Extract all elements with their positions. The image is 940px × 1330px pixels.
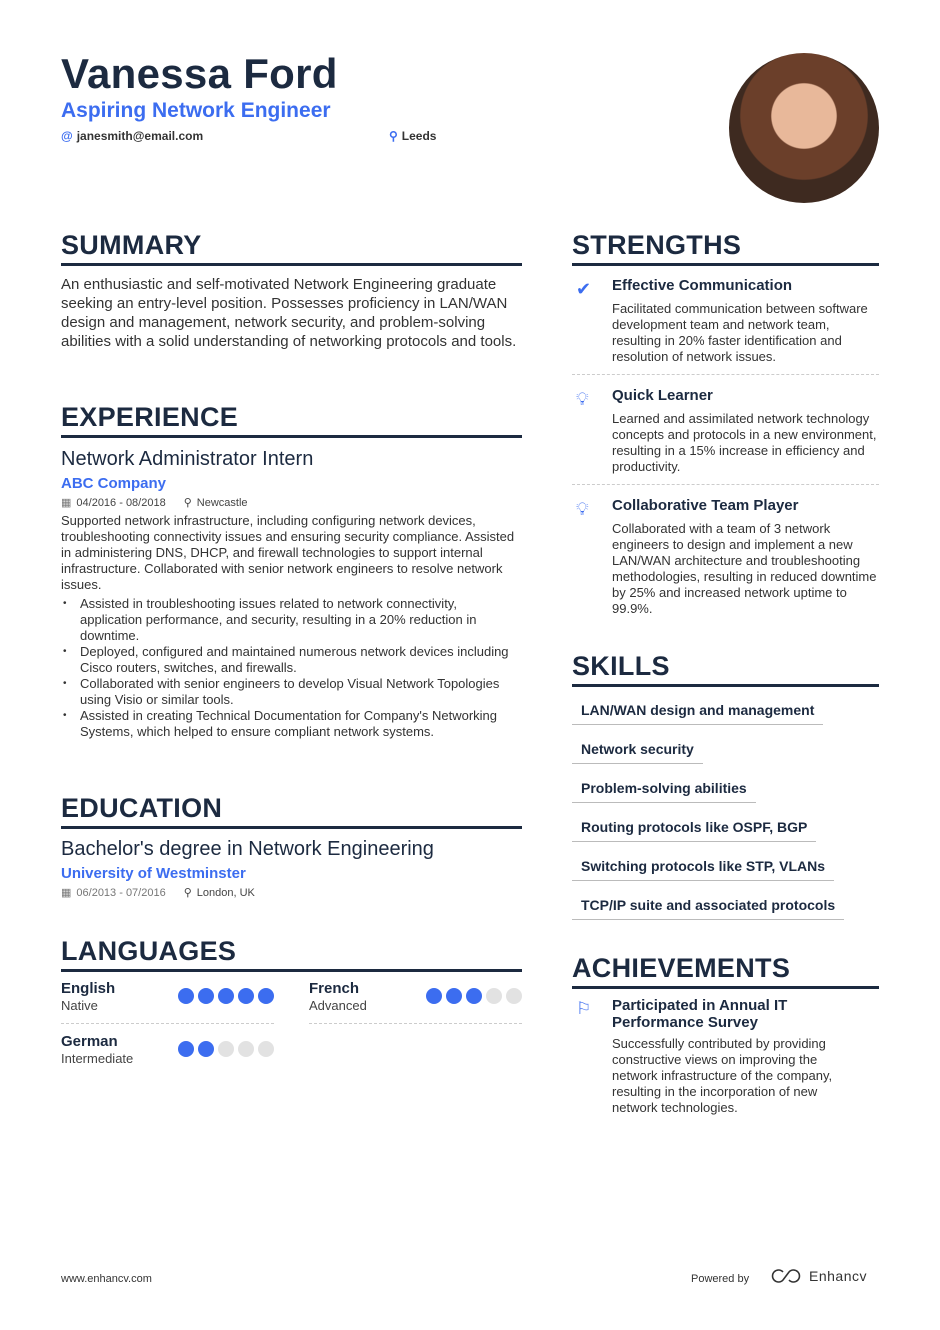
flag-icon: ⚐: [576, 999, 592, 1018]
job-dates: ▦ 04/2016 - 08/2018: [61, 496, 166, 509]
rating-dot-filled: [258, 988, 274, 1004]
education-entry: [61, 838, 522, 899]
language-level: Advanced: [309, 998, 367, 1013]
bullet-item: • Assisted in creating Technical Documentation for Company's Networking Systems, which helped to ensure compliant network systems.: [61, 708, 522, 740]
rating-dots: [426, 988, 522, 1004]
achievement-item: [572, 997, 879, 1125]
bullet-item: • Collaborated with senior engineers to develop Visual Network Topologies using Visio or similar tools.: [61, 676, 522, 708]
job-role: Network Administrator Intern: [61, 448, 314, 470]
brand-name: Enhancv: [809, 1268, 867, 1284]
candidate-title: Aspiring Network Engineer: [61, 99, 331, 122]
job-description: Supported network infrastructure, including configuring network devices, troubleshooting connectivity issues and ensuring security compliance. Assisted in administering DNS, DHCP, and firewall technologies to support internal infrastructure. Collaborated with senior network engineers to resolve network issues.: [61, 513, 515, 592]
enhancv-logo: [771, 1268, 867, 1284]
language-english: [61, 980, 274, 1024]
skill-tag: Routing protocols like OSPF, BGP: [572, 819, 816, 842]
profile-photo: [729, 53, 879, 203]
rating-dot-empty: [238, 1041, 254, 1057]
strength-text: Learned and assimilated network technology concepts and protocols in a new environment, resulting in a 15% increase in efficiency and productivity.: [612, 411, 877, 474]
rating-dot-filled: [238, 988, 254, 1004]
candidate-name: Vanessa Ford: [61, 50, 338, 97]
lightbulb-icon: 💡︎: [576, 499, 589, 519]
rating-dot-filled: [446, 988, 462, 1004]
language-french: [309, 980, 522, 1024]
company-name: ABC Company: [61, 475, 167, 492]
rating-dots: [178, 1041, 274, 1057]
strength-text: Collaborated with a team of 3 network engineers to design and implement a new LAN/WAN architecture and troubleshooting methodologies, resulting in reduced downtime by 25% and increased network uptime to 99.9%.: [612, 521, 877, 616]
rating-dot-filled: [198, 988, 214, 1004]
location-pin-icon: ⚲: [183, 497, 192, 509]
skill-tag: TCP/IP suite and associated protocols: [572, 897, 844, 920]
skill-tag: LAN/WAN design and management: [572, 702, 823, 725]
calendar-icon: ▦: [61, 497, 72, 509]
language-level: Intermediate: [61, 1051, 134, 1066]
skill-tag: Problem-solving abilities: [572, 780, 756, 803]
job-location: ⚲ Newcastle: [183, 496, 248, 509]
experience-entry: [61, 448, 522, 740]
calendar-icon: ▦: [61, 887, 72, 899]
rating-dot-empty: [506, 988, 522, 1004]
rating-dot-filled: [218, 988, 234, 1004]
job-bullets: [61, 596, 522, 740]
location-contact: [389, 129, 436, 143]
bullet-item: • Assisted in troubleshooting issues related to network connectivity, application performance, and security, resulting in a 20% reduction in downtime.: [61, 596, 522, 644]
at-icon: @: [61, 129, 73, 143]
location-pin-icon: ⚲: [183, 887, 192, 899]
check-icon: ✔: [576, 279, 592, 299]
bullet-item: • Deployed, configured and maintained numerous network devices including Cisco routers, switches, and firewalls.: [61, 644, 522, 676]
summary-heading: SUMMARY: [61, 230, 522, 266]
rating-dot-filled: [178, 988, 194, 1004]
achievement-title: Participated in Annual IT Performance Survey: [612, 997, 788, 1031]
rating-dot-filled: [178, 1041, 194, 1057]
strengths-heading: STRENGTHS: [572, 230, 879, 266]
strength-title: Effective Communication: [612, 277, 793, 294]
school-name: University of Westminster: [61, 865, 246, 882]
rating-dots: [178, 988, 274, 1004]
strength-item: [572, 277, 879, 375]
strength-text: Facilitated communication between software development team and network team, resulting in 20% faster identification and resolution of network issues.: [612, 301, 868, 364]
location-pin-icon: ⚲: [389, 129, 398, 143]
location-text: Leeds: [401, 129, 437, 143]
summary-text: An enthusiastic and self-motivated Network Engineering graduate seeking an entry-level position. Possesses proficiency in LAN/WAN design and management, network security, and problem-solving abilities with a solid understanding of networking protocols and tools.: [61, 276, 517, 350]
email-contact[interactable]: [61, 129, 203, 143]
strength-title: Collaborative Team Player: [612, 497, 799, 514]
language-name: French: [309, 980, 360, 997]
rating-dot-empty: [486, 988, 502, 1004]
degree: Bachelor's degree in Network Engineering: [61, 838, 434, 860]
experience-heading: EXPERIENCE: [61, 402, 522, 438]
rating-dot-filled: [466, 988, 482, 1004]
language-name: German: [61, 1033, 118, 1050]
language-name: English: [61, 980, 116, 997]
achievements-heading: ACHIEVEMENTS: [572, 953, 879, 989]
lightbulb-icon: 💡︎: [576, 389, 589, 409]
rating-dot-empty: [218, 1041, 234, 1057]
strength-title: Quick Learner: [612, 387, 713, 404]
strength-item: [572, 387, 879, 485]
skill-tag: Switching protocols like STP, VLANs: [572, 858, 834, 881]
skill-tag: Network security: [572, 741, 703, 764]
language-german: [61, 1033, 274, 1068]
rating-dot-filled: [198, 1041, 214, 1057]
rating-dot-filled: [426, 988, 442, 1004]
footer-website[interactable]: www.enhancv.com: [61, 1273, 152, 1285]
achievement-text: Successfully contributed by providing constructive views on improving the network infrastructure of the company, resulting in the incorporation of new network technologies.: [612, 1036, 833, 1115]
language-level: Native: [61, 998, 98, 1013]
strength-item: [572, 497, 879, 626]
education-heading: EDUCATION: [61, 793, 522, 829]
rating-dot-empty: [258, 1041, 274, 1057]
email-text: janesmith@email.com: [76, 129, 204, 143]
languages-heading: LANGUAGES: [61, 936, 522, 972]
skills-heading: SKILLS: [572, 651, 879, 687]
edu-location: ⚲ London, UK: [183, 886, 255, 899]
edu-dates: ▦ 06/2013 - 07/2016: [61, 886, 166, 899]
powered-by-label: Powered by: [691, 1273, 750, 1285]
enhancv-infinity-icon: [771, 1268, 801, 1284]
